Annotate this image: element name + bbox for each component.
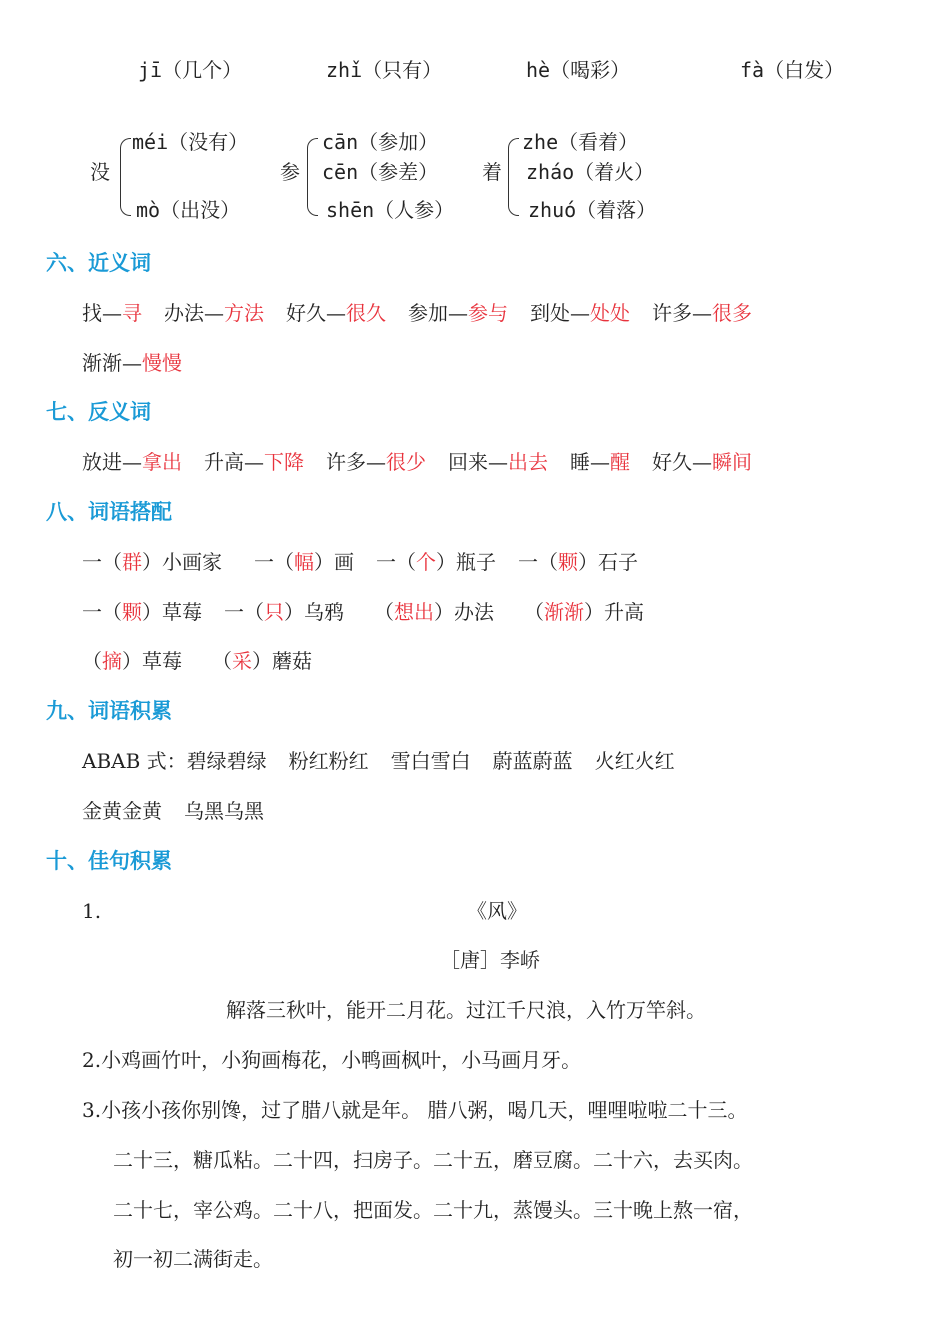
pinyin: jī — [138, 58, 163, 82]
word: 好久— — [652, 450, 712, 474]
polyphone-char: 参 — [280, 160, 300, 184]
word: （几个） — [162, 58, 243, 82]
answer: 摘 — [102, 649, 122, 673]
word: （没有） — [168, 130, 249, 154]
polyphone-reading — [322, 162, 438, 182]
answer: 处处 — [590, 301, 630, 325]
antonym-pair — [570, 450, 630, 474]
pinyin: cēn — [322, 160, 359, 184]
pinyin: méi — [132, 130, 169, 154]
antonym-pair — [652, 450, 752, 474]
collocation — [524, 600, 644, 624]
answer: 颗 — [122, 600, 142, 624]
text: （ — [524, 600, 544, 624]
pinyin-entry — [740, 60, 844, 80]
word: 火红火红 — [594, 749, 675, 773]
answer: 出去 — [508, 450, 548, 474]
word: 好久— — [286, 301, 346, 325]
answer: 下降 — [264, 450, 304, 474]
pinyin-entry — [326, 60, 442, 80]
polyphone-char: 没 — [90, 160, 110, 184]
answer: 拿出 — [142, 450, 182, 474]
polyphone-reading — [528, 200, 656, 220]
pinyin: zhǐ — [326, 58, 363, 82]
section-heading-antonyms: 七、反义词 — [46, 400, 151, 424]
answer: 寻 — [122, 301, 142, 325]
section-heading-accumulation: 九、词语积累 — [46, 699, 172, 723]
word: （着火） — [574, 160, 655, 184]
pinyin-entry — [138, 60, 242, 80]
pinyin: cān — [322, 130, 359, 154]
word: （喝彩） — [550, 58, 631, 82]
word: （着落） — [576, 198, 657, 222]
text: ）草莓 — [142, 600, 202, 624]
sentence-item-3-line: 初一初二满街走。 — [113, 1247, 273, 1271]
text: ）画 — [314, 550, 354, 574]
answer: 想出 — [394, 600, 434, 624]
word: 金黄金黄 — [82, 799, 162, 823]
synonym-pair — [286, 301, 386, 325]
word: 放进— — [82, 450, 142, 474]
section-heading-collocations: 八、词语搭配 — [46, 500, 172, 524]
text: 一（ — [82, 600, 122, 624]
answer: 慢慢 — [142, 351, 182, 375]
collocation — [518, 550, 638, 574]
accumulation-line-2 — [82, 801, 286, 821]
synonym-pair — [652, 301, 752, 325]
word: 睡— — [570, 450, 610, 474]
collocation — [224, 600, 344, 624]
antonym-pair — [326, 450, 426, 474]
answer: 醒 — [610, 450, 630, 474]
word: （参加） — [358, 130, 439, 154]
answer: 很久 — [346, 301, 386, 325]
word: 碧绿碧绿 — [186, 749, 267, 773]
pinyin: zhe — [522, 130, 559, 154]
antonym-pair — [204, 450, 304, 474]
polyphone-reading — [526, 162, 654, 182]
antonym-pair — [82, 450, 182, 474]
sentence-item-3-line: 二十三，糖瓜粘。二十四，扫房子。二十五，磨豆腐。二十六，去买肉。 — [113, 1148, 753, 1172]
pinyin: zháo — [526, 160, 575, 184]
word: 许多— — [652, 301, 712, 325]
item-number: 1. — [82, 899, 102, 923]
word: 许多— — [326, 450, 386, 474]
collocation — [254, 550, 354, 574]
answer: 参与 — [468, 301, 508, 325]
text: ）升高 — [584, 600, 644, 624]
collocation — [82, 649, 182, 673]
word: 渐渐— — [82, 351, 142, 375]
text: ）蘑菇 — [252, 649, 312, 673]
pinyin: mò — [136, 198, 161, 222]
text: ）石子 — [578, 550, 638, 574]
answer: 幅 — [294, 550, 314, 574]
synonym-pair — [82, 351, 182, 375]
text: ）瓶子 — [436, 550, 496, 574]
text: （ — [374, 600, 394, 624]
polyphone-reading — [132, 132, 248, 152]
synonyms-line-2 — [82, 353, 204, 373]
poem-title: 《风》 — [467, 899, 527, 923]
polyphone-char: 着 — [482, 160, 502, 184]
word: （参差） — [358, 160, 439, 184]
poem-body: 解落三秋叶，能开二月花。过江千尺浪，入竹万竿斜。 — [226, 998, 706, 1022]
polyphone-reading — [136, 200, 240, 220]
antonyms-line-1 — [82, 452, 774, 472]
word: 乌黑乌黑 — [184, 799, 264, 823]
word: （人参） — [374, 198, 455, 222]
text: 一（ — [376, 550, 416, 574]
word: 办法— — [164, 301, 224, 325]
pinyin: shēn — [326, 198, 375, 222]
answer: 只 — [264, 600, 284, 624]
sentence-item-3-line: 3.小孩小孩你别馋，过了腊八就是年。 腊八粥，喝几天，哩哩啦啦二十三。 — [82, 1098, 748, 1122]
word: （看着） — [558, 130, 639, 154]
polyphone-reading — [326, 200, 454, 220]
brace — [508, 138, 519, 216]
word: 回来— — [448, 450, 508, 474]
answer: 方法 — [224, 301, 264, 325]
pinyin-entry — [526, 60, 630, 80]
collocation — [212, 649, 312, 673]
collocation — [374, 600, 494, 624]
collocation — [82, 550, 222, 574]
answer: 很多 — [712, 301, 752, 325]
answer: 瞬间 — [712, 450, 752, 474]
synonym-pair — [530, 301, 630, 325]
antonym-pair — [448, 450, 548, 474]
sentence-item-3-line: 二十七，宰公鸡。二十八，把面发。二十九，蒸馒头。三十晚上熬一宿， — [113, 1198, 753, 1222]
text: ）办法 — [434, 600, 494, 624]
synonym-pair — [164, 301, 264, 325]
synonym-pair — [408, 301, 508, 325]
collocation — [82, 600, 202, 624]
text: ）草莓 — [122, 649, 182, 673]
section-heading-synonyms: 六、近义词 — [46, 251, 151, 275]
answer: 颗 — [558, 550, 578, 574]
answer: 个 — [416, 550, 436, 574]
abab-label: ABAB 式： — [82, 749, 187, 773]
text: 一（ — [518, 550, 558, 574]
word: 粉红粉红 — [288, 749, 369, 773]
sentence-item-2: 2.小鸡画竹叶，小狗画梅花，小鸭画枫叶，小马画月牙。 — [82, 1048, 582, 1072]
pinyin: hè — [526, 58, 551, 82]
collocations-line-1 — [82, 552, 660, 572]
synonyms-line-1 — [82, 303, 774, 323]
section-heading-sentences: 十、佳句积累 — [46, 849, 172, 873]
answer: 渐渐 — [544, 600, 584, 624]
collocations-line-2 — [82, 602, 666, 622]
text: 一（ — [224, 600, 264, 624]
word: 参加— — [408, 301, 468, 325]
text: （ — [212, 649, 232, 673]
accumulation-line-1 — [82, 751, 697, 771]
word: （出没） — [160, 198, 241, 222]
synonym-pair — [82, 301, 142, 325]
text: 一（ — [82, 550, 122, 574]
collocations-line-3 — [82, 651, 334, 671]
word: 升高— — [204, 450, 264, 474]
text: （ — [82, 649, 102, 673]
poem-author: ［唐］李峤 — [440, 948, 540, 972]
text: ）小画家 — [142, 550, 222, 574]
polyphone-reading — [522, 132, 638, 152]
word: （只有） — [362, 58, 443, 82]
text: ）乌鸦 — [284, 600, 344, 624]
word: 雪白雪白 — [390, 749, 471, 773]
word: 找— — [82, 301, 122, 325]
collocation — [376, 550, 496, 574]
word: 到处— — [530, 301, 590, 325]
word: （白发） — [764, 58, 845, 82]
answer: 群 — [122, 550, 142, 574]
pinyin: fà — [740, 58, 765, 82]
text: 一（ — [254, 550, 294, 574]
answer: 采 — [232, 649, 252, 673]
polyphone-reading — [322, 132, 438, 152]
brace — [120, 138, 131, 216]
pinyin: zhuó — [528, 198, 577, 222]
word: 蔚蓝蔚蓝 — [492, 749, 573, 773]
brace — [307, 138, 318, 216]
answer: 很少 — [386, 450, 426, 474]
